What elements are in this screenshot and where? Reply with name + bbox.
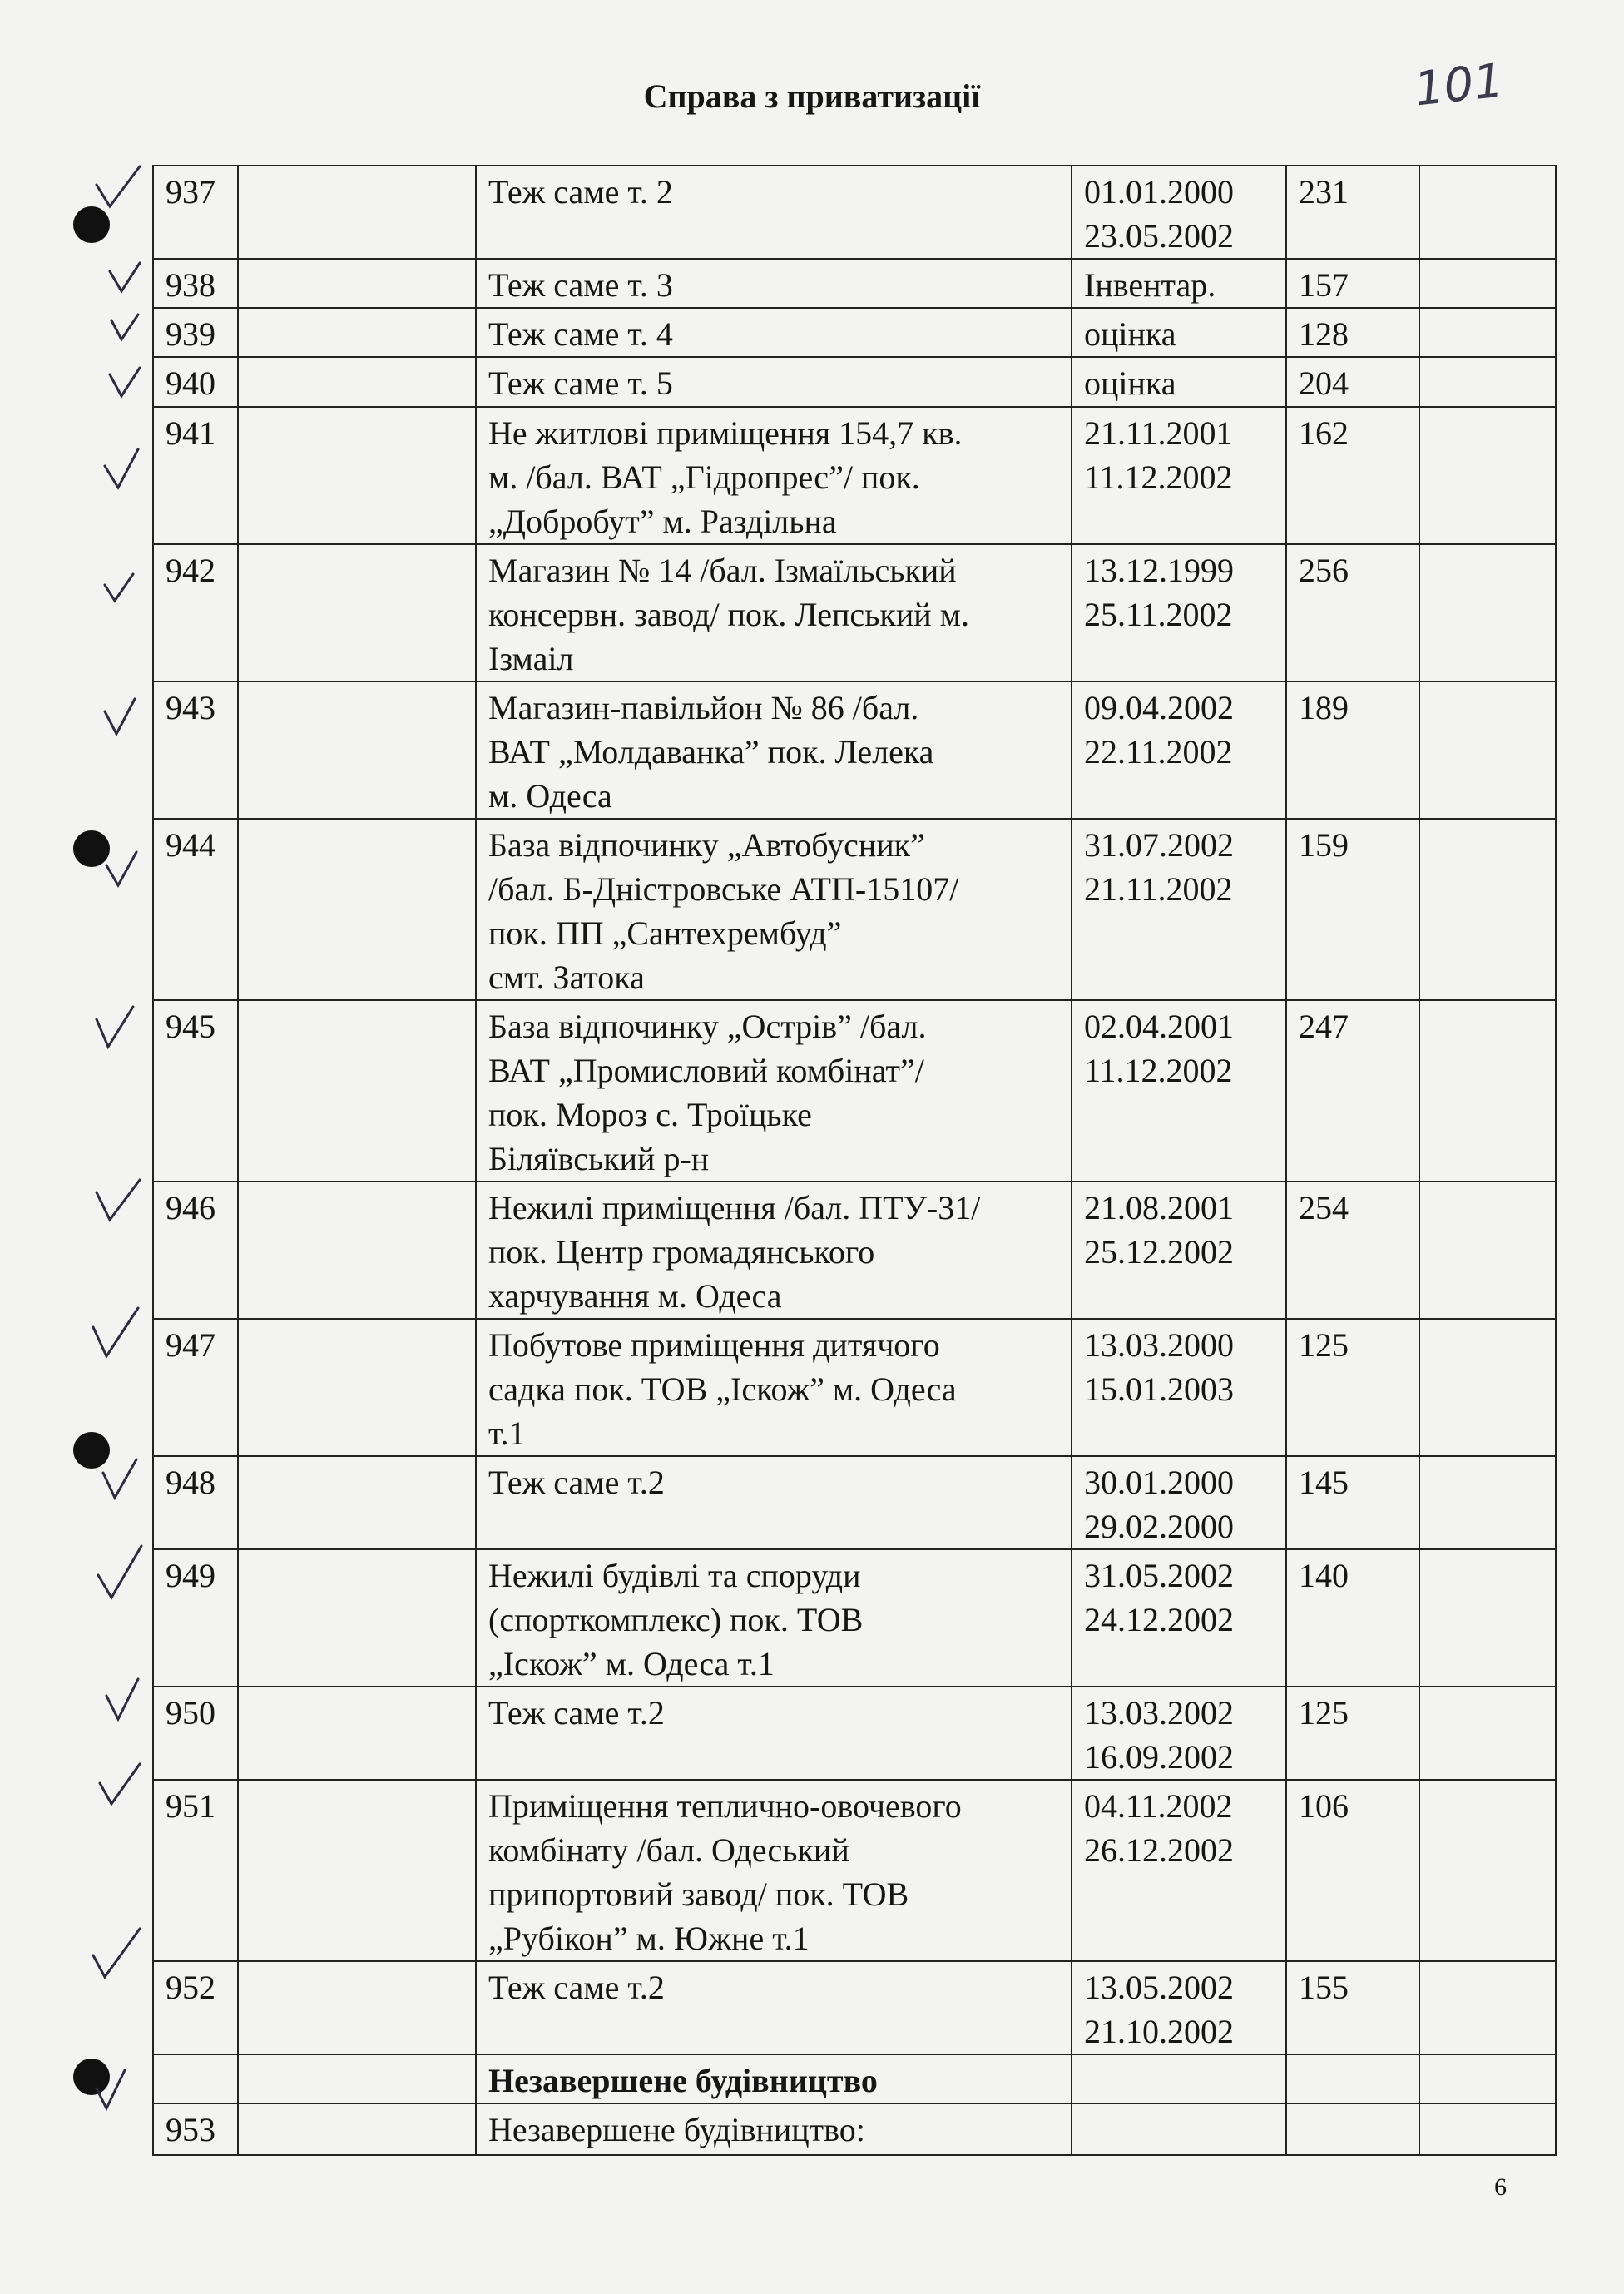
row-number: 946 — [153, 1182, 238, 1319]
cell-empty — [1419, 1182, 1556, 1319]
punch-hole — [73, 830, 110, 867]
register-rows — [153, 166, 1556, 2054]
row-dates — [1072, 2103, 1286, 2155]
row-dates: 13.03.2002 16.09.2002 — [1072, 1687, 1286, 1780]
row-count: 159 — [1286, 819, 1419, 1000]
section-title: Незавершене будівництво — [476, 2054, 1072, 2103]
cell-empty — [238, 308, 476, 357]
cell-empty — [238, 1456, 476, 1549]
row-count — [1286, 2103, 1419, 2155]
row-number: 951 — [153, 1780, 238, 1961]
check-mark-icon — [100, 1764, 140, 1804]
row-count: 256 — [1286, 544, 1419, 681]
table-row — [153, 1961, 1556, 2054]
check-mark-icon — [105, 574, 133, 601]
row-dates: 01.01.2000 23.05.2002 — [1072, 166, 1286, 259]
row-number: 940 — [153, 357, 238, 407]
row-description: Приміщення теплично-овочевого комбінату /бал. Одеський припортовий завод/ пок. ТОВ „Рубікон” м. Южне т.1 — [476, 1780, 1072, 1961]
cell-empty — [238, 1182, 476, 1319]
row-description: Теж саме т. 5 — [476, 357, 1072, 407]
row-count: 125 — [1286, 1319, 1419, 1456]
row-number: 947 — [153, 1319, 238, 1456]
punch-hole — [73, 2059, 110, 2095]
cell-empty — [238, 681, 476, 819]
row-description: Теж саме т.2 — [476, 1961, 1072, 2054]
table-row — [153, 308, 1556, 357]
table-row — [153, 1319, 1556, 1456]
cell-empty — [238, 1961, 476, 2054]
cell-empty — [238, 166, 476, 259]
cell-empty — [1419, 2054, 1556, 2103]
table-row — [153, 259, 1556, 308]
cell-empty — [1419, 2103, 1556, 2155]
row-dates: 13.12.1999 25.11.2002 — [1072, 544, 1286, 681]
row-count: 247 — [1286, 1000, 1419, 1182]
row-count: 145 — [1286, 1456, 1419, 1549]
row-number: 953 — [153, 2103, 238, 2155]
row-dates: 13.05.2002 21.10.2002 — [1072, 1961, 1286, 2054]
cell-empty — [1286, 2054, 1419, 2103]
row-count: 106 — [1286, 1780, 1419, 1961]
row-dates: оцінка — [1072, 308, 1286, 357]
check-mark-icon — [110, 368, 140, 396]
row-count: 162 — [1286, 407, 1419, 544]
cell-empty — [1419, 544, 1556, 681]
row-description: Магазин-павільйон № 86 /бал. ВАТ „Молдаванка” пок. Лелека м. Одеса — [476, 681, 1072, 819]
section-block — [153, 2054, 1556, 2155]
check-mark-icon — [93, 1929, 140, 1977]
cell-empty — [1419, 1000, 1556, 1182]
check-mark-icon — [106, 852, 136, 885]
cell-empty — [153, 2054, 238, 2103]
row-description: База відпочинку „Автобусник” /бал. Б-Дністровське АТП-15107/ пок. ПП „Сантехрембуд” смт. Затока — [476, 819, 1072, 1000]
check-mark-icon — [110, 263, 140, 291]
row-dates: 13.03.2000 15.01.2003 — [1072, 1319, 1286, 1456]
row-count: 125 — [1286, 1687, 1419, 1780]
row-number: 943 — [153, 681, 238, 819]
check-mark-icon — [103, 1459, 136, 1498]
cell-empty — [1419, 357, 1556, 407]
row-description: Незавершене будівництво: — [476, 2103, 1072, 2155]
punch-holes — [73, 206, 110, 2095]
cell-empty — [238, 819, 476, 1000]
page-title: Справа з приватизації — [643, 77, 981, 115]
cell-empty — [238, 1319, 476, 1456]
row-number: 944 — [153, 819, 238, 1000]
row-dates: 02.04.2001 11.12.2002 — [1072, 1000, 1286, 1182]
cell-empty — [1419, 1549, 1556, 1687]
handwritten-folio-number: 101 — [1411, 53, 1506, 117]
table-row — [153, 544, 1556, 681]
row-dates: 09.04.2002 22.11.2002 — [1072, 681, 1286, 819]
row-description: Теж саме т.2 — [476, 1456, 1072, 1549]
table-row — [153, 1780, 1556, 1961]
table-row — [153, 407, 1556, 544]
check-marks — [93, 166, 141, 2108]
row-count: 204 — [1286, 357, 1419, 407]
cell-empty — [238, 1780, 476, 1961]
row-dates: 21.11.2001 11.12.2002 — [1072, 407, 1286, 544]
row-dates: оцінка — [1072, 357, 1286, 407]
row-count: 140 — [1286, 1549, 1419, 1687]
cell-empty — [238, 1000, 476, 1182]
row-dates: 31.07.2002 21.11.2002 — [1072, 819, 1286, 1000]
cell-empty — [1419, 1456, 1556, 1549]
row-count: 231 — [1286, 166, 1419, 259]
table-row — [153, 1456, 1556, 1549]
row-description: База відпочинку „Острів” /бал. ВАТ „Промисловий комбінат”/ пок. Мороз с. Троїцьке Біляївський р-н — [476, 1000, 1072, 1182]
check-mark-icon — [98, 1546, 141, 1598]
cell-empty — [1419, 259, 1556, 308]
row-number: 949 — [153, 1549, 238, 1687]
row-description: Теж саме т.2 — [476, 1687, 1072, 1780]
row-count: 254 — [1286, 1182, 1419, 1319]
cell-empty — [1419, 819, 1556, 1000]
check-mark-icon — [93, 1308, 138, 1356]
row-description: Нежилі приміщення /бал. ПТУ-31/ пок. Центр громадянського харчування м. Одеса — [476, 1182, 1072, 1319]
row-count: 128 — [1286, 308, 1419, 357]
cell-empty — [1419, 166, 1556, 259]
cell-empty — [1419, 407, 1556, 544]
table-row — [153, 357, 1556, 407]
row-dates: 04.11.2002 26.12.2002 — [1072, 1780, 1286, 1961]
table-row — [153, 1549, 1556, 1687]
check-mark-icon — [97, 1180, 140, 1220]
row-count: 189 — [1286, 681, 1419, 819]
check-mark-icon — [111, 315, 138, 339]
cell-empty — [238, 544, 476, 681]
row-number: 948 — [153, 1456, 238, 1549]
page-number: 6 — [1494, 2173, 1507, 2201]
row-description: Нежилі будівлі та споруди (спорткомплекс) пок. ТОВ „Іскож” м. Одеса т.1 — [476, 1549, 1072, 1687]
row-dates: 21.08.2001 25.12.2002 — [1072, 1182, 1286, 1319]
cell-empty — [1419, 1961, 1556, 2054]
row-number: 941 — [153, 407, 238, 544]
check-mark-icon — [97, 1007, 133, 1047]
margin-marks — [0, 0, 166, 2294]
row-number: 945 — [153, 1000, 238, 1182]
row-number: 938 — [153, 259, 238, 308]
row-description: Теж саме т. 4 — [476, 308, 1072, 357]
row-dates: 30.01.2000 29.02.2000 — [1072, 1456, 1286, 1549]
section-header-row — [153, 2054, 1556, 2103]
register-table — [152, 165, 1557, 2156]
table-row — [153, 681, 1556, 819]
row-number: 942 — [153, 544, 238, 681]
row-description: Не житлові приміщення 154,7 кв. м. /бал. ВАТ „Гідропрес”/ пок. „Добробут” м. Раздільна — [476, 407, 1072, 544]
row-description: Теж саме т. 2 — [476, 166, 1072, 259]
row-dates: Інвентар. — [1072, 259, 1286, 308]
check-mark-icon — [106, 1679, 138, 1719]
table-row — [153, 1182, 1556, 1319]
cell-empty — [238, 259, 476, 308]
check-mark-icon — [97, 166, 140, 206]
cell-empty — [238, 1687, 476, 1780]
cell-empty — [238, 2103, 476, 2155]
cell-empty — [1419, 1319, 1556, 1456]
table-row — [153, 1687, 1556, 1780]
cell-empty — [238, 1549, 476, 1687]
cell-empty — [1419, 308, 1556, 357]
check-mark-icon — [105, 699, 135, 734]
cell-empty — [1419, 681, 1556, 819]
table-row — [153, 2103, 1556, 2155]
row-number: 952 — [153, 1961, 238, 2054]
check-mark-icon — [105, 449, 138, 488]
punch-hole — [73, 206, 110, 243]
row-description: Магазин № 14 /бал. Ізмаїльський консервн. завод/ пок. Лепський м. Ізмаіл — [476, 544, 1072, 681]
cell-empty — [238, 407, 476, 544]
row-count: 157 — [1286, 259, 1419, 308]
cell-empty — [1072, 2054, 1286, 2103]
table-row — [153, 819, 1556, 1000]
row-number: 950 — [153, 1687, 238, 1780]
table-row — [153, 166, 1556, 259]
cell-empty — [1419, 1780, 1556, 1961]
row-dates: 31.05.2002 24.12.2002 — [1072, 1549, 1286, 1687]
row-description: Теж саме т. 3 — [476, 259, 1072, 308]
row-number: 937 — [153, 166, 238, 259]
row-number: 939 — [153, 308, 238, 357]
table-row — [153, 1000, 1556, 1182]
cell-empty — [1419, 1687, 1556, 1780]
row-description: Побутове приміщення дитячого садка пок. ТОВ „Іскож” м. Одеса т.1 — [476, 1319, 1072, 1456]
row-count: 155 — [1286, 1961, 1419, 2054]
punch-hole — [73, 1432, 110, 1469]
cell-empty — [238, 357, 476, 407]
cell-empty — [238, 2054, 476, 2103]
